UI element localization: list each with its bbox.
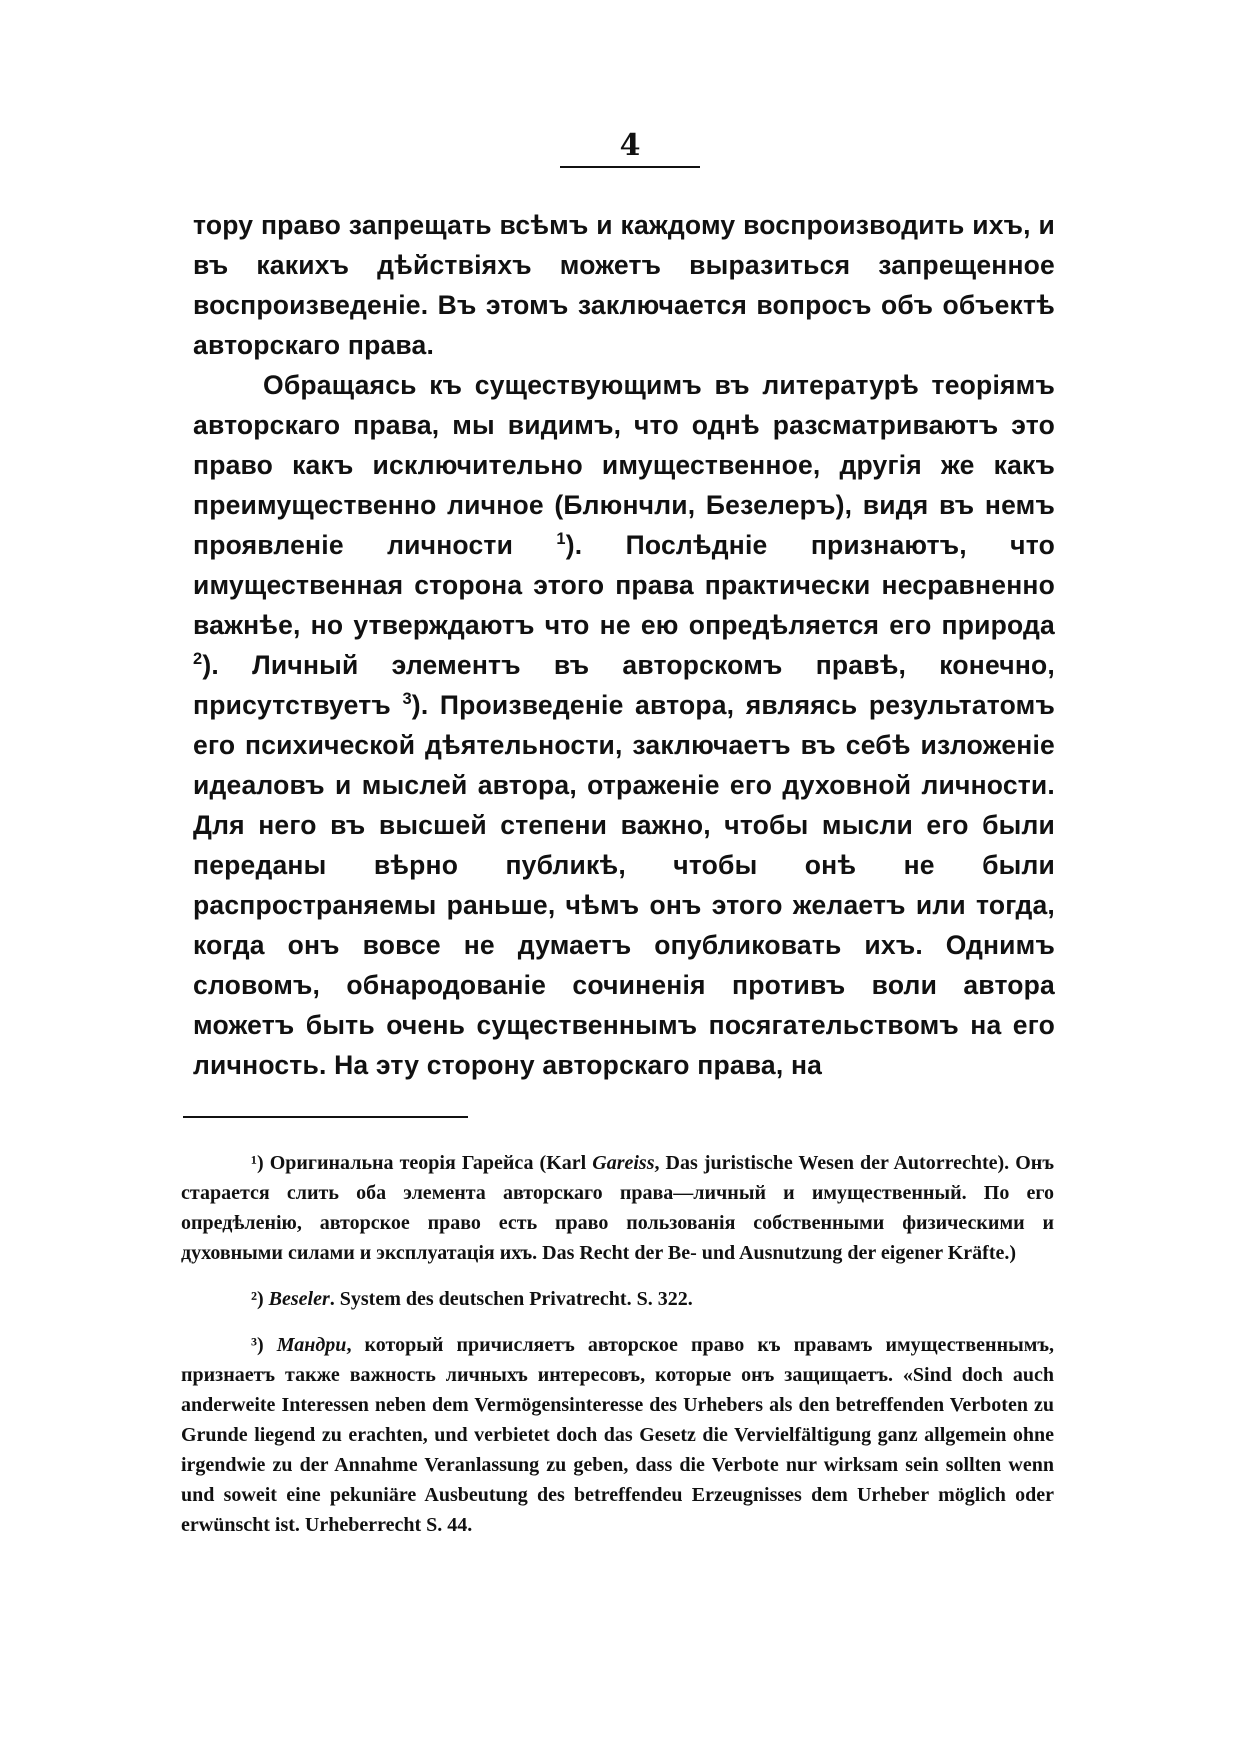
footnote-1-mark: ¹): [251, 1152, 264, 1174]
paragraph-2-part-d: ). Произведеніе автора, являясь результатомъ его психической дѣятельности, заключаетъ въ себѣ изложеніе идеаловъ и мыслей автора, отраженіе его духовной личности. Для него въ высшей степени важно, чтобы мысли его были переданы вѣрно публикѣ, чтобы онѣ не были распространяемы раньше, чѣмъ онъ этого желаетъ или тогда, когда онъ вовсе не думаетъ опубликовать ихъ. Однимъ словомъ, обнародованіе сочиненія противъ воли автора можетъ быть очень существеннымъ посягательствомъ на его личность. На эту сторону авторскаго права, на: [193, 690, 1055, 1080]
footnote-3-mark: ³): [251, 1334, 264, 1356]
footnotes: [181, 1148, 1054, 1556]
footnote-1-author: Gareiss: [592, 1152, 655, 1174]
paragraph-2-part-b: ). Послѣдніе признаютъ, что имущественная сторона этого права практически несравненно важнѣе, но утверждаютъ что не ею опредѣляется его природа: [193, 530, 1055, 640]
footnote-3: [181, 1330, 1054, 1540]
footnote-1-text-a: Оригинальна теорія Гарейса (Karl: [269, 1152, 593, 1174]
footnote-2-text: . System des deutschen Privatrecht. S. 322.: [329, 1288, 693, 1310]
page-number: 4: [619, 128, 641, 163]
footnote-1-text-b: , Das juristische Wesen der Autorrechte). Онъ старается слить оба элемента авторскаго права—личный и имущественный. По его опредѣленію, авторское право есть право пользованія собственными физическими и духовными силами и эксплуатація ихъ. Das Recht der Be- und Ausnutzung der eigener Kräfte.): [181, 1152, 1054, 1264]
footnote-2-author: Beseler: [268, 1288, 330, 1310]
paragraph-1: тору право запрещать всѣмъ и каждому воспроизводить ихъ, и въ какихъ дѣйствіяхъ можетъ выразиться запрещенное воспроизведеніе. Въ этомъ заключается вопросъ объ объектѣ авторскаго права.: [193, 210, 1055, 360]
footnote-ref-1[interactable]: 1: [556, 530, 566, 549]
footnote-3-text: , который причисляетъ авторское право къ правамъ имущественнымъ, признаетъ также важность личныхъ интересовъ, которые онъ защищаетъ. «Sind doch auch anderweite Interessen neben dem Vermögensinteresse des Urhebers als den betreffenden Verboten zu Grunde liegend zu erachten, und verbietet doch das Gesetz die Vervielfältigung ganz allgemein ohne irgendwie zu der Annahme Veranlassung zu geben, dass die Verbote nur wirksam sein sollten wenn und soweit eine pekuniäre Ausbeutung des betreffendeu Erzeugnisses dem Urheber möglich oder erwünscht ist. Urheberrecht S. 44.: [181, 1334, 1055, 1536]
footnote-ref-2[interactable]: 2: [193, 650, 203, 669]
footnote-1: [181, 1148, 1054, 1268]
footnote-3-author: Мандри: [276, 1334, 347, 1356]
main-text: [193, 205, 1055, 1085]
page-number-rule: [560, 166, 700, 168]
footnote-separator: [183, 1116, 468, 1118]
footnote-2-mark: ²): [251, 1288, 264, 1310]
paragraph-2-part-c: ). Личный элементъ въ авторскомъ правѣ, конечно, присутствуетъ: [193, 650, 1055, 720]
paragraph-2: [193, 365, 1055, 1085]
paragraph-2-part-a: Обращаясь къ существующимъ въ литературѣ теоріямъ авторскаго права, мы видимъ, что однѣ разсматриваютъ это право какъ исключительно имущественное, другія же какъ преимущественно личное (Блюнчли, Безелеръ), видя въ немъ проявленіе личности: [193, 370, 1055, 560]
footnote-ref-3[interactable]: 3: [402, 690, 412, 709]
footnote-2: [181, 1284, 1054, 1314]
